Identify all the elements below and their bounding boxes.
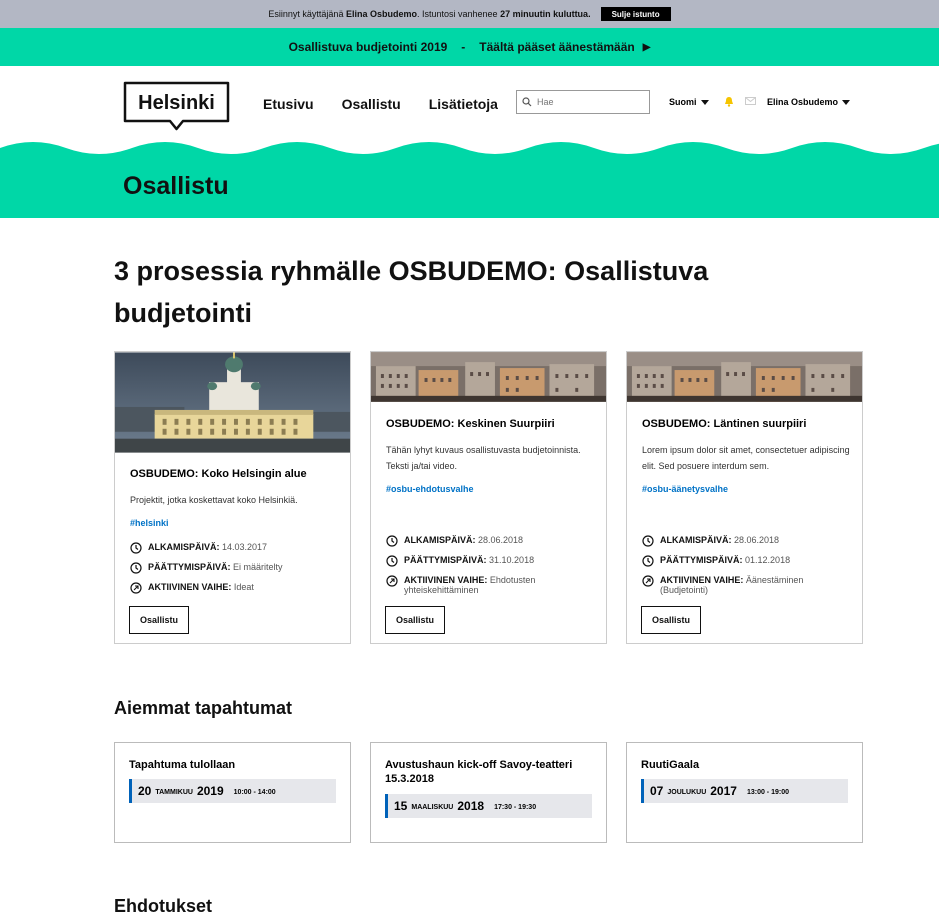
campaign-title: Osallistuva budjetointi 2019 [288,40,448,54]
card-title[interactable]: OSBUDEMO: Läntinen suurpiiri [642,418,807,430]
card-hashtag[interactable]: #osbu-äänetysvalhe [642,484,729,494]
event-title[interactable]: Tapahtuma tulollaan [129,759,236,771]
user-menu[interactable] [767,97,850,107]
page-hero [0,142,939,218]
campaign-separator: - [461,40,466,54]
event-card[interactable] [370,742,607,843]
phase-icon [386,575,398,587]
start-label: ALKAMISPÄIVÄ: [660,535,732,545]
phase-value: Ehdotusten yhteiskehittäminen [404,575,536,595]
event-time: 17:30 - 19:30 [494,803,537,811]
phase-icon [642,575,654,587]
campaign-banner[interactable] [0,28,939,66]
notifications-bell-icon[interactable] [724,96,734,107]
language-selector[interactable] [669,97,709,107]
past-events-heading: Aiemmat tapahtumat [114,698,293,718]
start-label: ALKAMISPÄIVÄ: [404,535,476,545]
end-label: PÄÄTTYMISPÄIVÄ: [660,555,743,565]
event-month: MAALISKUU [411,803,454,811]
process-card [114,351,351,644]
event-date [641,779,848,803]
clock-icon [642,535,654,547]
svg-text:Helsinki: Helsinki [138,92,215,114]
session-bar [0,0,939,28]
event-time: 13:00 - 19:00 [746,788,789,796]
user-name: Elina Osbudemo [767,97,839,107]
search-icon [522,97,532,107]
city-image [371,352,606,402]
process-card [370,351,607,644]
event-day: 20 [138,784,152,798]
city-image [627,352,862,402]
arrow-right-icon: ▶ [642,41,651,53]
event-title[interactable]: Avustushaun kick-off Savoy-teatteri 15.3.2018 [385,759,573,785]
campaign-link[interactable]: Täältä pääset äänestämään [479,40,635,54]
process-card [626,351,863,644]
start-value: 28.06.2018 [734,535,780,545]
event-year: 2019 [196,784,224,798]
end-date-row [642,555,852,575]
start-value: 14.03.2017 [222,542,268,552]
card-hashtag[interactable]: #helsinki [130,518,169,528]
phase-row [386,575,596,597]
card-description: Tähän lyhyt kuvaus osallistuvasta budjetoinnista. Teksti ja/tai video. [386,445,581,471]
card-title[interactable]: OSBUDEMO: Koko Helsingin alue [130,468,307,480]
event-card[interactable] [626,742,863,843]
phase-label: AKTIIVINEN VAIHE: [148,582,232,592]
language-label: Suomi [669,97,697,107]
session-mid: . Istuntosi vanhenee [416,9,498,19]
participate-button[interactable]: Osallistu [641,606,701,634]
close-session-button[interactable]: Sulje istunto [601,7,671,21]
card-hashtag[interactable]: #osbu-ehdotusvalhe [386,484,474,494]
clock-icon [130,542,142,554]
page-title: Osallistu [123,172,229,200]
search-input[interactable] [537,97,637,107]
end-label: PÄÄTTYMISPÄIVÄ: [148,562,231,572]
chevron-down-icon [701,100,709,105]
card-body [642,418,850,494]
card-title[interactable]: OSBUDEMO: Keskinen Suurpiiri [386,418,555,430]
messages-envelope-icon[interactable] [745,97,756,105]
end-label: PÄÄTTYMISPÄIVÄ: [404,555,487,565]
card-body [386,418,594,494]
search-box [516,90,650,114]
end-value: 01.12.2018 [745,555,791,565]
nav-osallistu[interactable]: Osallistu [341,96,401,112]
end-value: 31.10.2018 [489,555,535,565]
event-date [385,794,592,818]
card-description: Lorem ipsum dolor sit amet, consectetuer adipiscing elit. Sed posuere interdum sem. [642,445,850,471]
session-prefix: Esiinnyt käyttäjänä [268,9,344,19]
card-fade [371,596,606,606]
card-meta [386,535,596,597]
card-description: Projektit, jotka koskettavat koko Helsinkiä. [130,495,298,505]
start-date-row [130,542,340,562]
cathedral-image [115,352,350,453]
clock-icon [642,555,654,567]
phase-value: Äänestäminen (Budjetointi) [660,575,804,595]
card-meta [130,542,340,602]
end-date-row [386,555,596,575]
event-title[interactable]: RuutiGaala [641,759,700,771]
card-meta [642,535,852,597]
participate-button[interactable]: Osallistu [129,606,189,634]
event-year: 2018 [457,799,485,813]
clock-icon [386,555,398,567]
nav-lisatietoja[interactable]: Lisätietoja [428,96,498,112]
process-group-title: 3 prosessia ryhmälle OSBUDEMO: Osallistuva budjetointi [114,256,709,328]
chevron-down-icon [842,100,850,105]
clock-icon [130,562,142,574]
event-month: TAMMIKUU [155,788,193,796]
start-label: ALKAMISPÄIVÄ: [148,542,220,552]
card-body [130,468,338,528]
nav-etusivu[interactable]: Etusivu [263,96,314,112]
session-user: Elina Osbudemo [345,9,417,19]
start-date-row [642,535,852,555]
end-date-row [130,562,340,582]
card-fade [627,596,862,606]
event-day: 15 [394,799,408,813]
participate-button[interactable]: Osallistu [385,606,445,634]
proposals-heading: Ehdotukset [114,896,213,916]
phase-label: AKTIIVINEN VAIHE: [660,575,744,585]
start-value: 28.06.2018 [478,535,524,545]
event-time: 10:00 - 14:00 [233,788,276,796]
phase-value: Ideat [233,582,254,592]
event-date [129,779,336,803]
event-month: JOULUKUU [667,788,707,796]
card-fade [115,596,350,606]
phase-label: AKTIIVINEN VAIHE: [404,575,488,585]
session-minutes: 27 minuutin kuluttua. [500,9,591,19]
event-day: 07 [650,784,664,798]
clock-icon [386,535,398,547]
event-card[interactable] [114,742,351,843]
site-header [0,66,939,142]
event-year: 2017 [710,784,737,798]
helsinki-logo[interactable] [123,81,230,131]
end-value: Ei määritelty [233,562,283,572]
start-date-row [386,535,596,555]
phase-row [642,575,852,597]
main-nav [263,96,498,112]
phase-icon [130,582,142,594]
